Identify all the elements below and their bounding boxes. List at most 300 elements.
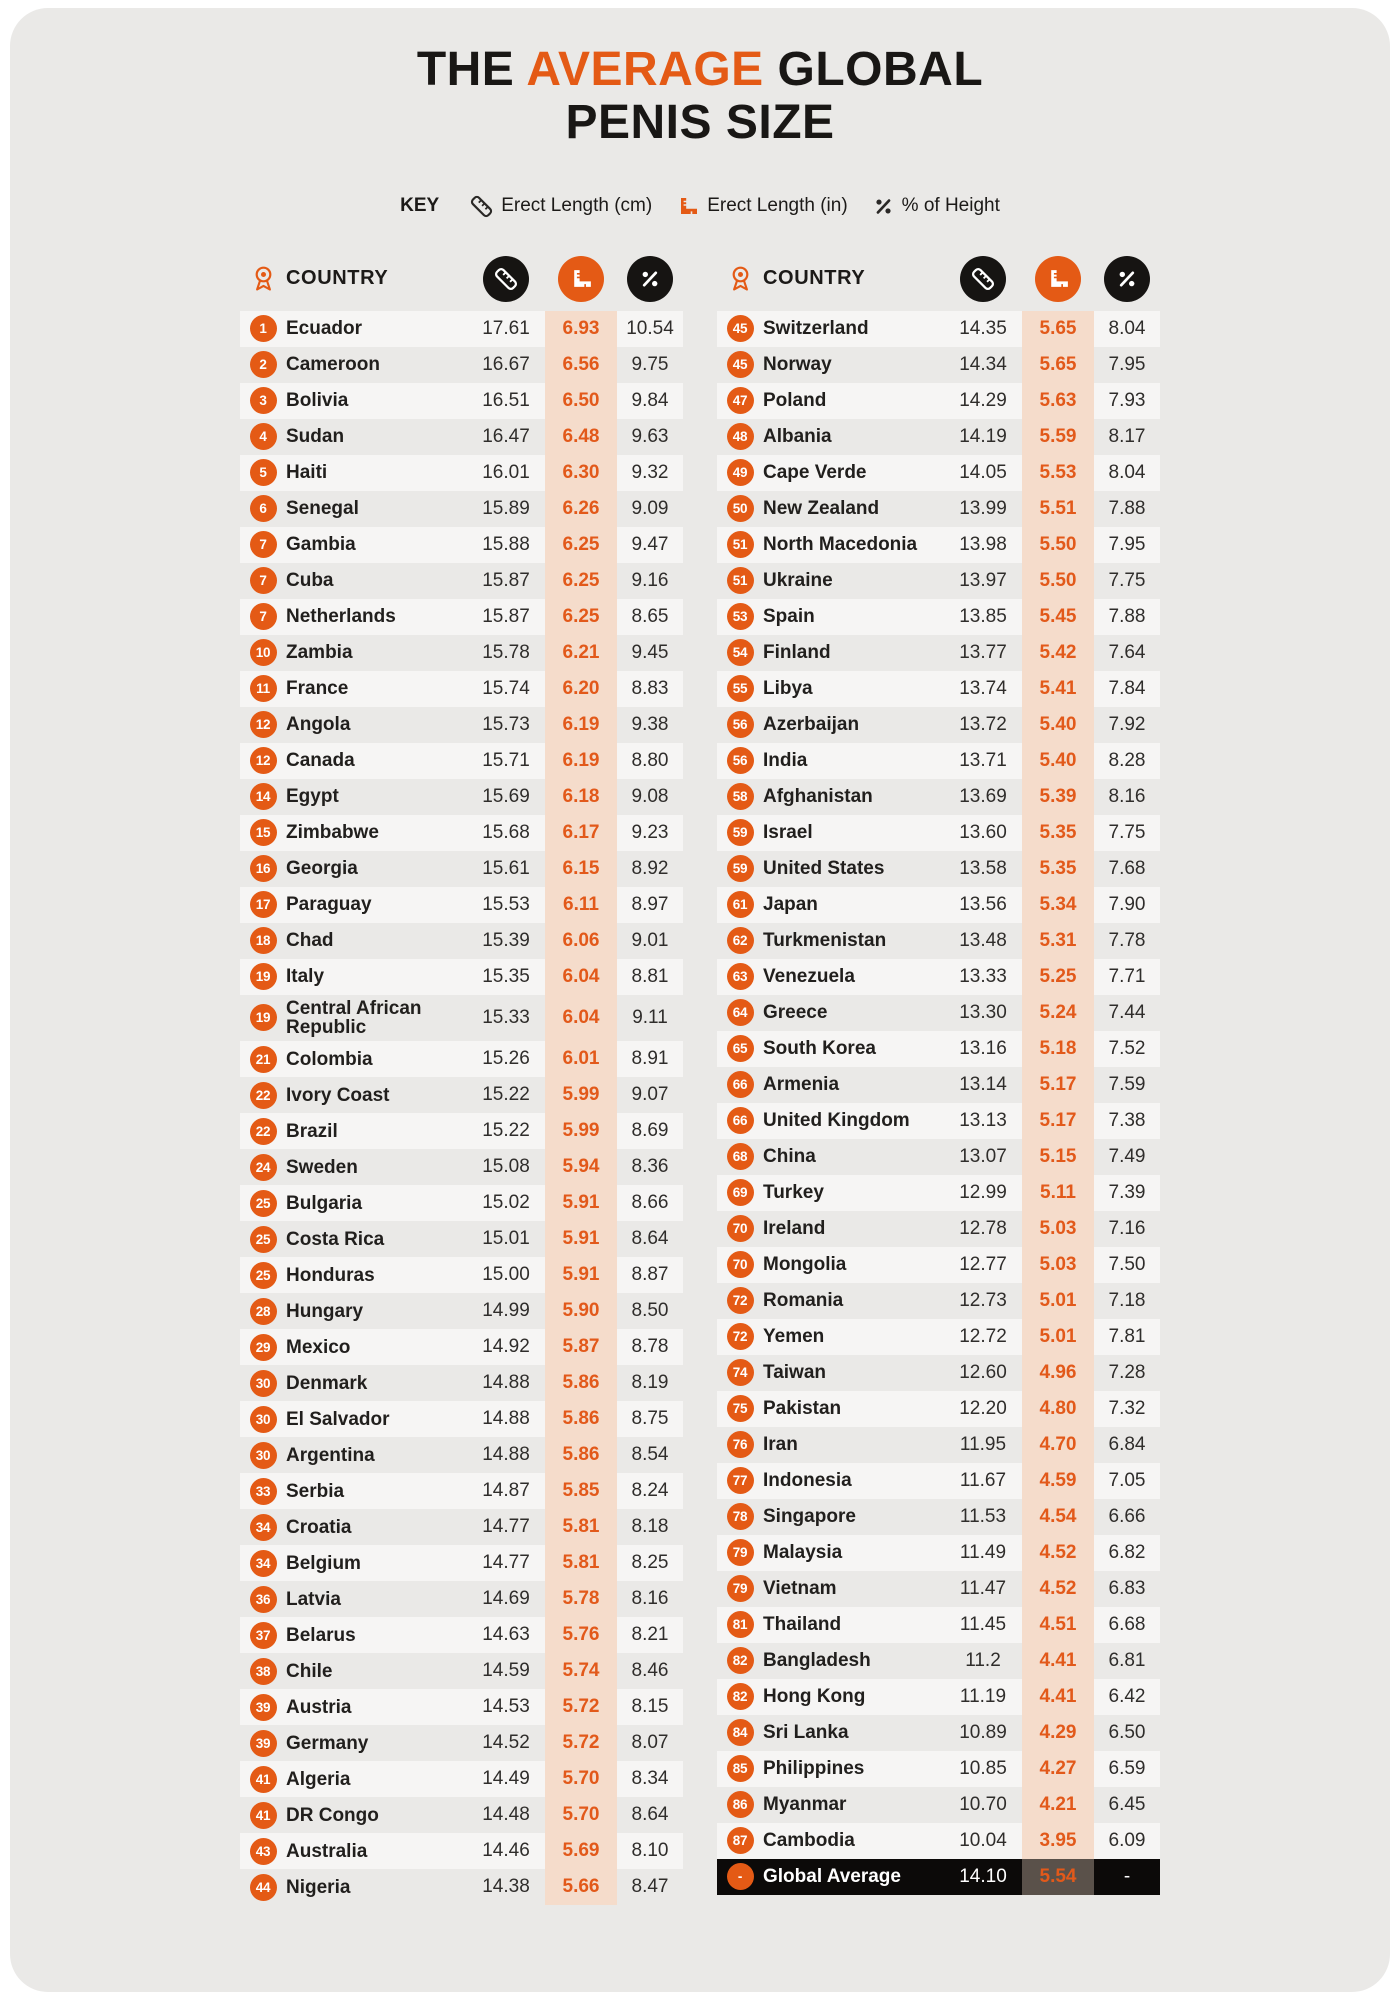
length-cm-value: 14.48 bbox=[482, 1804, 530, 1826]
length-in-value: 4.59 bbox=[1022, 1463, 1094, 1499]
table-row bbox=[240, 1149, 683, 1185]
rank-cell bbox=[240, 1581, 286, 1617]
table-row bbox=[717, 959, 1160, 995]
table-row bbox=[717, 1031, 1160, 1067]
ruler-square-icon bbox=[1035, 256, 1081, 302]
pct-height-value: 9.07 bbox=[631, 1084, 669, 1106]
key-item-cm bbox=[469, 194, 652, 219]
length-in-value: 4.41 bbox=[1022, 1679, 1094, 1715]
length-cm-value: 13.72 bbox=[959, 713, 1007, 735]
length-in-value: 5.70 bbox=[545, 1797, 617, 1833]
table-row bbox=[717, 1103, 1160, 1139]
table-body-left bbox=[240, 311, 683, 1906]
rank-cell bbox=[240, 1401, 286, 1437]
rank-cell bbox=[240, 1365, 286, 1401]
length-cm-value: 13.97 bbox=[959, 569, 1007, 591]
table-row bbox=[240, 635, 683, 671]
length-cm-value: 13.33 bbox=[959, 965, 1007, 987]
rank-cell bbox=[717, 419, 763, 455]
pct-height-value: 8.69 bbox=[631, 1120, 669, 1142]
pct-height-value: 7.18 bbox=[1108, 1289, 1146, 1311]
length-in-value: 5.63 bbox=[1022, 383, 1094, 419]
length-cm-value: 14.77 bbox=[482, 1552, 530, 1574]
table-row bbox=[240, 743, 683, 779]
table-row bbox=[717, 311, 1160, 347]
pct-height-value: 9.47 bbox=[631, 533, 669, 555]
length-in-value: 3.95 bbox=[1022, 1823, 1094, 1859]
table-row bbox=[717, 995, 1160, 1031]
length-cm-value: 14.49 bbox=[482, 1768, 530, 1790]
table-row bbox=[240, 563, 683, 599]
country-name: Sri Lanka bbox=[763, 1721, 849, 1743]
pct-height-value: 7.68 bbox=[1108, 857, 1146, 879]
rank-cell bbox=[717, 995, 763, 1031]
rank-cell bbox=[240, 491, 286, 527]
rank-badge: 22 bbox=[250, 1118, 277, 1145]
length-in-value: 6.06 bbox=[545, 923, 617, 959]
length-in-value: 6.50 bbox=[545, 383, 617, 419]
rank-cell bbox=[717, 1355, 763, 1391]
rank-cell bbox=[240, 1149, 286, 1185]
rank-cell bbox=[240, 347, 286, 383]
rank-badge: 59 bbox=[727, 855, 754, 882]
rank-cell bbox=[240, 779, 286, 815]
ruler-diagonal-icon bbox=[483, 256, 529, 302]
rank-cell bbox=[240, 923, 286, 959]
rank-cell bbox=[717, 1787, 763, 1823]
rank-cell bbox=[240, 1041, 286, 1077]
length-cm-value: 15.22 bbox=[482, 1120, 530, 1142]
table-row bbox=[717, 743, 1160, 779]
country-name: Cuba bbox=[286, 569, 334, 591]
length-in-value: 5.78 bbox=[545, 1581, 617, 1617]
rank-badge: 18 bbox=[250, 927, 277, 954]
length-in-value: 6.15 bbox=[545, 851, 617, 887]
rank-cell bbox=[717, 1463, 763, 1499]
table-body-right bbox=[717, 311, 1160, 1895]
length-cm-value: 15.26 bbox=[482, 1048, 530, 1070]
country-name: Indonesia bbox=[763, 1469, 852, 1491]
country-name: Haiti bbox=[286, 461, 328, 483]
length-in-value: 6.04 bbox=[545, 959, 617, 995]
rank-cell bbox=[240, 1437, 286, 1473]
table-row bbox=[717, 1283, 1160, 1319]
rank-cell bbox=[240, 1221, 286, 1257]
country-name: Zambia bbox=[286, 641, 353, 663]
length-cm-value: 15.88 bbox=[482, 533, 530, 555]
length-in-value: 5.11 bbox=[1022, 1175, 1094, 1211]
pct-height-value: 6.42 bbox=[1108, 1685, 1146, 1707]
length-in-value: 4.70 bbox=[1022, 1427, 1094, 1463]
country-name: New Zealand bbox=[763, 497, 880, 519]
table-row bbox=[240, 1797, 683, 1833]
length-cm-value: 14.88 bbox=[482, 1408, 530, 1430]
length-cm-value: 15.69 bbox=[482, 785, 530, 807]
pct-height-value: 9.16 bbox=[631, 569, 669, 591]
length-cm-value: 14.10 bbox=[959, 1865, 1007, 1887]
length-cm-value: 11.47 bbox=[959, 1577, 1007, 1599]
country-name: Philippines bbox=[763, 1757, 865, 1779]
length-in-value: 6.26 bbox=[545, 491, 617, 527]
table-row bbox=[240, 1473, 683, 1509]
length-in-value: 4.29 bbox=[1022, 1715, 1094, 1751]
country-name: Turkmenistan bbox=[763, 929, 887, 951]
length-cm-value: 13.58 bbox=[959, 857, 1007, 879]
length-cm-value: 14.59 bbox=[482, 1660, 530, 1682]
rank-cell bbox=[240, 599, 286, 635]
table-row bbox=[240, 1257, 683, 1293]
rank-badge: 68 bbox=[727, 1143, 754, 1170]
rank-cell bbox=[240, 1293, 286, 1329]
country-name: Belarus bbox=[286, 1624, 356, 1646]
table-row bbox=[717, 1751, 1160, 1787]
length-in-value: 4.51 bbox=[1022, 1607, 1094, 1643]
country-name: Colombia bbox=[286, 1048, 373, 1070]
pct-height-value: 9.84 bbox=[631, 389, 669, 411]
country-name: Finland bbox=[763, 641, 831, 663]
rank-badge: 79 bbox=[727, 1539, 754, 1566]
rank-cell bbox=[717, 1499, 763, 1535]
table-row bbox=[717, 1139, 1160, 1175]
length-cm-value: 14.19 bbox=[959, 425, 1007, 447]
country-name: DR Congo bbox=[286, 1804, 379, 1826]
rank-badge: 74 bbox=[727, 1359, 754, 1386]
length-cm-value: 12.78 bbox=[959, 1217, 1007, 1239]
country-name: Cameroon bbox=[286, 353, 380, 375]
length-in-value: 5.81 bbox=[545, 1545, 617, 1581]
pct-height-value: 8.91 bbox=[631, 1048, 669, 1070]
table-row bbox=[717, 815, 1160, 851]
table-row bbox=[717, 1859, 1160, 1895]
length-cm-value: 14.53 bbox=[482, 1696, 530, 1718]
length-in-value: 6.30 bbox=[545, 455, 617, 491]
pct-height-value: 7.95 bbox=[1108, 533, 1146, 555]
rank-badge: 81 bbox=[727, 1611, 754, 1638]
table-row bbox=[240, 1725, 683, 1761]
rank-badge: 41 bbox=[250, 1802, 277, 1829]
rank-badge: 5 bbox=[250, 459, 277, 486]
country-name: Sudan bbox=[286, 425, 345, 447]
country-name: Azerbaijan bbox=[763, 713, 860, 735]
rank-cell bbox=[240, 1869, 286, 1905]
pct-height-value: 6.68 bbox=[1108, 1613, 1146, 1635]
rank-badge: 76 bbox=[727, 1431, 754, 1458]
length-cm-value: 14.38 bbox=[482, 1876, 530, 1898]
rank-badge: 39 bbox=[250, 1694, 277, 1721]
country-name: Thailand bbox=[763, 1613, 842, 1635]
table-row bbox=[717, 923, 1160, 959]
rank-cell bbox=[717, 959, 763, 995]
table-row bbox=[240, 347, 683, 383]
pct-height-value: 6.50 bbox=[1108, 1721, 1146, 1743]
length-in-value: 5.66 bbox=[545, 1869, 617, 1905]
table-row bbox=[717, 1391, 1160, 1427]
length-in-value: 4.54 bbox=[1022, 1499, 1094, 1535]
length-in-value: 5.91 bbox=[545, 1257, 617, 1293]
table-row bbox=[717, 1175, 1160, 1211]
rank-cell bbox=[240, 995, 286, 1042]
pct-height-value: 9.01 bbox=[631, 929, 669, 951]
country-name: Australia bbox=[286, 1840, 368, 1862]
rank-badge: 59 bbox=[727, 819, 754, 846]
rank-badge: 63 bbox=[727, 963, 754, 990]
rank-cell bbox=[717, 635, 763, 671]
table-row bbox=[240, 1329, 683, 1365]
length-cm-value: 13.74 bbox=[959, 677, 1007, 699]
length-cm-value: 15.73 bbox=[482, 713, 530, 735]
rank-cell bbox=[240, 743, 286, 779]
length-cm-value: 10.85 bbox=[959, 1757, 1007, 1779]
pct-height-value: 7.93 bbox=[1108, 389, 1146, 411]
length-cm-value: 15.00 bbox=[482, 1264, 530, 1286]
country-name: Spain bbox=[763, 605, 815, 627]
length-in-value: 5.72 bbox=[545, 1689, 617, 1725]
rank-badge: 25 bbox=[250, 1262, 277, 1289]
rank-badge: 30 bbox=[250, 1442, 277, 1469]
rank-cell bbox=[717, 563, 763, 599]
rank-badge: 24 bbox=[250, 1154, 277, 1181]
rank-badge: 77 bbox=[727, 1467, 754, 1494]
length-cm-value: 14.88 bbox=[482, 1444, 530, 1466]
length-cm-value: 10.89 bbox=[959, 1721, 1007, 1743]
length-in-value: 5.39 bbox=[1022, 779, 1094, 815]
table-row bbox=[240, 851, 683, 887]
pct-height-value: 8.07 bbox=[631, 1732, 669, 1754]
rank-cell bbox=[717, 1643, 763, 1679]
length-in-value: 5.50 bbox=[1022, 563, 1094, 599]
country-name: Turkey bbox=[763, 1181, 824, 1203]
pct-height-value: 8.25 bbox=[631, 1552, 669, 1574]
pct-height-value: 7.75 bbox=[1108, 569, 1146, 591]
country-name: Ukraine bbox=[763, 569, 833, 591]
country-name: Global Average bbox=[763, 1865, 901, 1887]
length-cm-value: 10.04 bbox=[959, 1829, 1007, 1851]
table-row bbox=[240, 1185, 683, 1221]
pct-height-value: 7.49 bbox=[1108, 1145, 1146, 1167]
pct-height-value: 9.38 bbox=[631, 713, 669, 735]
country-name: Greece bbox=[763, 1001, 828, 1023]
length-in-value: 5.53 bbox=[1022, 455, 1094, 491]
table-row bbox=[717, 563, 1160, 599]
length-cm-value: 16.47 bbox=[482, 425, 530, 447]
length-in-value: 6.20 bbox=[545, 671, 617, 707]
rank-badge: 56 bbox=[727, 747, 754, 774]
table-row bbox=[240, 1869, 683, 1905]
rank-cell bbox=[240, 1617, 286, 1653]
length-in-value: 6.21 bbox=[545, 635, 617, 671]
pct-height-value: 7.75 bbox=[1108, 821, 1146, 843]
length-cm-value: 13.85 bbox=[959, 605, 1007, 627]
country-name: Vietnam bbox=[763, 1577, 837, 1599]
length-in-value: 5.42 bbox=[1022, 635, 1094, 671]
pct-height-value: 8.15 bbox=[631, 1696, 669, 1718]
length-in-value: 5.01 bbox=[1022, 1283, 1094, 1319]
length-in-value: 5.41 bbox=[1022, 671, 1094, 707]
table-row bbox=[717, 1679, 1160, 1715]
length-cm-value: 15.01 bbox=[482, 1228, 530, 1250]
rank-cell bbox=[717, 1103, 763, 1139]
rank-badge: 49 bbox=[727, 459, 754, 486]
table-row bbox=[240, 995, 683, 1042]
country-name: Georgia bbox=[286, 857, 358, 879]
length-in-value: 5.24 bbox=[1022, 995, 1094, 1031]
rank-cell bbox=[717, 743, 763, 779]
table-row bbox=[717, 1247, 1160, 1283]
pct-height-value: 7.52 bbox=[1108, 1037, 1146, 1059]
pct-height-value: 7.88 bbox=[1108, 497, 1146, 519]
pct-height-value: 7.05 bbox=[1108, 1469, 1146, 1491]
country-name: Japan bbox=[763, 893, 818, 915]
country-name: Libya bbox=[763, 677, 813, 699]
length-in-value: 5.72 bbox=[545, 1725, 617, 1761]
rank-cell bbox=[717, 1571, 763, 1607]
table-row bbox=[240, 311, 683, 347]
country-name: Malaysia bbox=[763, 1541, 843, 1563]
rank-cell bbox=[240, 311, 286, 347]
length-cm-value: 14.87 bbox=[482, 1480, 530, 1502]
rank-badge: 48 bbox=[727, 423, 754, 450]
length-cm-value: 15.78 bbox=[482, 641, 530, 663]
pct-height-value: 8.36 bbox=[631, 1156, 669, 1178]
country-name: Netherlands bbox=[286, 605, 396, 627]
pct-height-value: 8.64 bbox=[631, 1804, 669, 1826]
pct-height-value: 8.83 bbox=[631, 677, 669, 699]
rank-badge: 82 bbox=[727, 1647, 754, 1674]
rank-cell bbox=[240, 959, 286, 995]
rank-badge: 82 bbox=[727, 1683, 754, 1710]
country-name: United States bbox=[763, 857, 885, 879]
length-cm-value: 15.53 bbox=[482, 893, 530, 915]
key-label: KEY bbox=[400, 195, 440, 217]
key-item-pct bbox=[872, 195, 1000, 218]
pct-height-value: 8.65 bbox=[631, 605, 669, 627]
rank-badge: 51 bbox=[727, 567, 754, 594]
rank-badge: 50 bbox=[727, 495, 754, 522]
rank-cell bbox=[240, 1509, 286, 1545]
table-row bbox=[717, 1787, 1160, 1823]
length-cm-value: 15.39 bbox=[482, 929, 530, 951]
length-cm-value: 13.99 bbox=[959, 497, 1007, 519]
length-cm-value: 11.49 bbox=[959, 1541, 1007, 1563]
country-name: Armenia bbox=[763, 1073, 840, 1095]
pct-height-value: 8.75 bbox=[631, 1408, 669, 1430]
pct-height-value: 9.32 bbox=[631, 461, 669, 483]
table-row bbox=[717, 1067, 1160, 1103]
table-row bbox=[717, 671, 1160, 707]
page-title bbox=[240, 44, 1160, 150]
length-cm-value: 13.13 bbox=[959, 1109, 1007, 1131]
ruler-diagonal-icon bbox=[960, 256, 1006, 302]
pct-height-value: 9.09 bbox=[631, 497, 669, 519]
rank-badge: 1 bbox=[250, 315, 277, 342]
rank-cell bbox=[717, 707, 763, 743]
rank-badge: 36 bbox=[250, 1586, 277, 1613]
length-cm-value: 13.77 bbox=[959, 641, 1007, 663]
length-cm-value: 12.73 bbox=[959, 1289, 1007, 1311]
pct-height-value: 8.34 bbox=[631, 1768, 669, 1790]
rank-badge: 25 bbox=[250, 1226, 277, 1253]
rank-cell bbox=[717, 1679, 763, 1715]
length-cm-value: 15.02 bbox=[482, 1192, 530, 1214]
country-name: Chad bbox=[286, 929, 334, 951]
rank-badge: 78 bbox=[727, 1503, 754, 1530]
length-cm-value: 13.07 bbox=[959, 1145, 1007, 1167]
length-in-value: 5.50 bbox=[1022, 527, 1094, 563]
rank-badge: 69 bbox=[727, 1179, 754, 1206]
length-cm-value: 12.99 bbox=[959, 1181, 1007, 1203]
country-name: Afghanistan bbox=[763, 785, 873, 807]
pct-height-value: 7.44 bbox=[1108, 1001, 1146, 1023]
country-name: Bulgaria bbox=[286, 1192, 363, 1214]
table-row bbox=[717, 599, 1160, 635]
pct-height-value: 6.82 bbox=[1108, 1541, 1146, 1563]
pct-height-value: 8.46 bbox=[631, 1660, 669, 1682]
country-name: Croatia bbox=[286, 1516, 352, 1538]
pct-height-value: 8.66 bbox=[631, 1192, 669, 1214]
rank-badge: 61 bbox=[727, 891, 754, 918]
country-name: Argentina bbox=[286, 1444, 375, 1466]
rank-cell bbox=[717, 1859, 763, 1895]
rank-badge: 54 bbox=[727, 639, 754, 666]
rank-badge: 85 bbox=[727, 1755, 754, 1782]
length-cm-value: 15.71 bbox=[482, 749, 530, 771]
length-in-value: 5.90 bbox=[545, 1293, 617, 1329]
country-name: Ecuador bbox=[286, 317, 363, 339]
length-cm-value: 15.08 bbox=[482, 1156, 530, 1178]
pct-height-column-header bbox=[1094, 256, 1160, 302]
length-cm-value: 13.56 bbox=[959, 893, 1007, 915]
length-in-value: 5.94 bbox=[545, 1149, 617, 1185]
title-highlight: AVERAGE bbox=[526, 43, 764, 96]
length-in-value: 5.91 bbox=[545, 1185, 617, 1221]
rank-cell bbox=[240, 1545, 286, 1581]
rank-badge: 47 bbox=[727, 387, 754, 414]
length-cm-value: 16.67 bbox=[482, 353, 530, 375]
length-in-value: 4.96 bbox=[1022, 1355, 1094, 1391]
length-in-value: 6.04 bbox=[545, 995, 617, 1042]
pct-height-value: 9.45 bbox=[631, 641, 669, 663]
rank-cell bbox=[240, 1185, 286, 1221]
pct-height-value: 7.32 bbox=[1108, 1397, 1146, 1419]
rank-badge: 86 bbox=[727, 1791, 754, 1818]
rank-cell bbox=[717, 527, 763, 563]
length-cm-value: 13.48 bbox=[959, 929, 1007, 951]
length-cm-value: 11.95 bbox=[959, 1433, 1007, 1455]
rank-cell bbox=[717, 599, 763, 635]
length-in-value: 6.93 bbox=[545, 311, 617, 347]
table-row bbox=[240, 1653, 683, 1689]
rank-badge: 12 bbox=[250, 747, 277, 774]
length-cm-value: 12.20 bbox=[959, 1397, 1007, 1419]
table-row bbox=[717, 1355, 1160, 1391]
country-name: Switzerland bbox=[763, 317, 869, 339]
country-name: Cape Verde bbox=[763, 461, 867, 483]
country-name: Chile bbox=[286, 1660, 333, 1682]
table-row bbox=[240, 959, 683, 995]
length-in-value: 6.18 bbox=[545, 779, 617, 815]
pct-height-value: 6.66 bbox=[1108, 1505, 1146, 1527]
country-name: United Kingdom bbox=[763, 1109, 910, 1131]
rank-cell bbox=[717, 1031, 763, 1067]
rank-cell bbox=[717, 1175, 763, 1211]
pct-height-value: 8.81 bbox=[631, 965, 669, 987]
rank-badge: 87 bbox=[727, 1827, 754, 1854]
country-name: Hungary bbox=[286, 1300, 364, 1322]
table-row bbox=[240, 1689, 683, 1725]
country-name: Taiwan bbox=[763, 1361, 826, 1383]
length-in-value: 5.51 bbox=[1022, 491, 1094, 527]
pct-height-value: 7.95 bbox=[1108, 353, 1146, 375]
